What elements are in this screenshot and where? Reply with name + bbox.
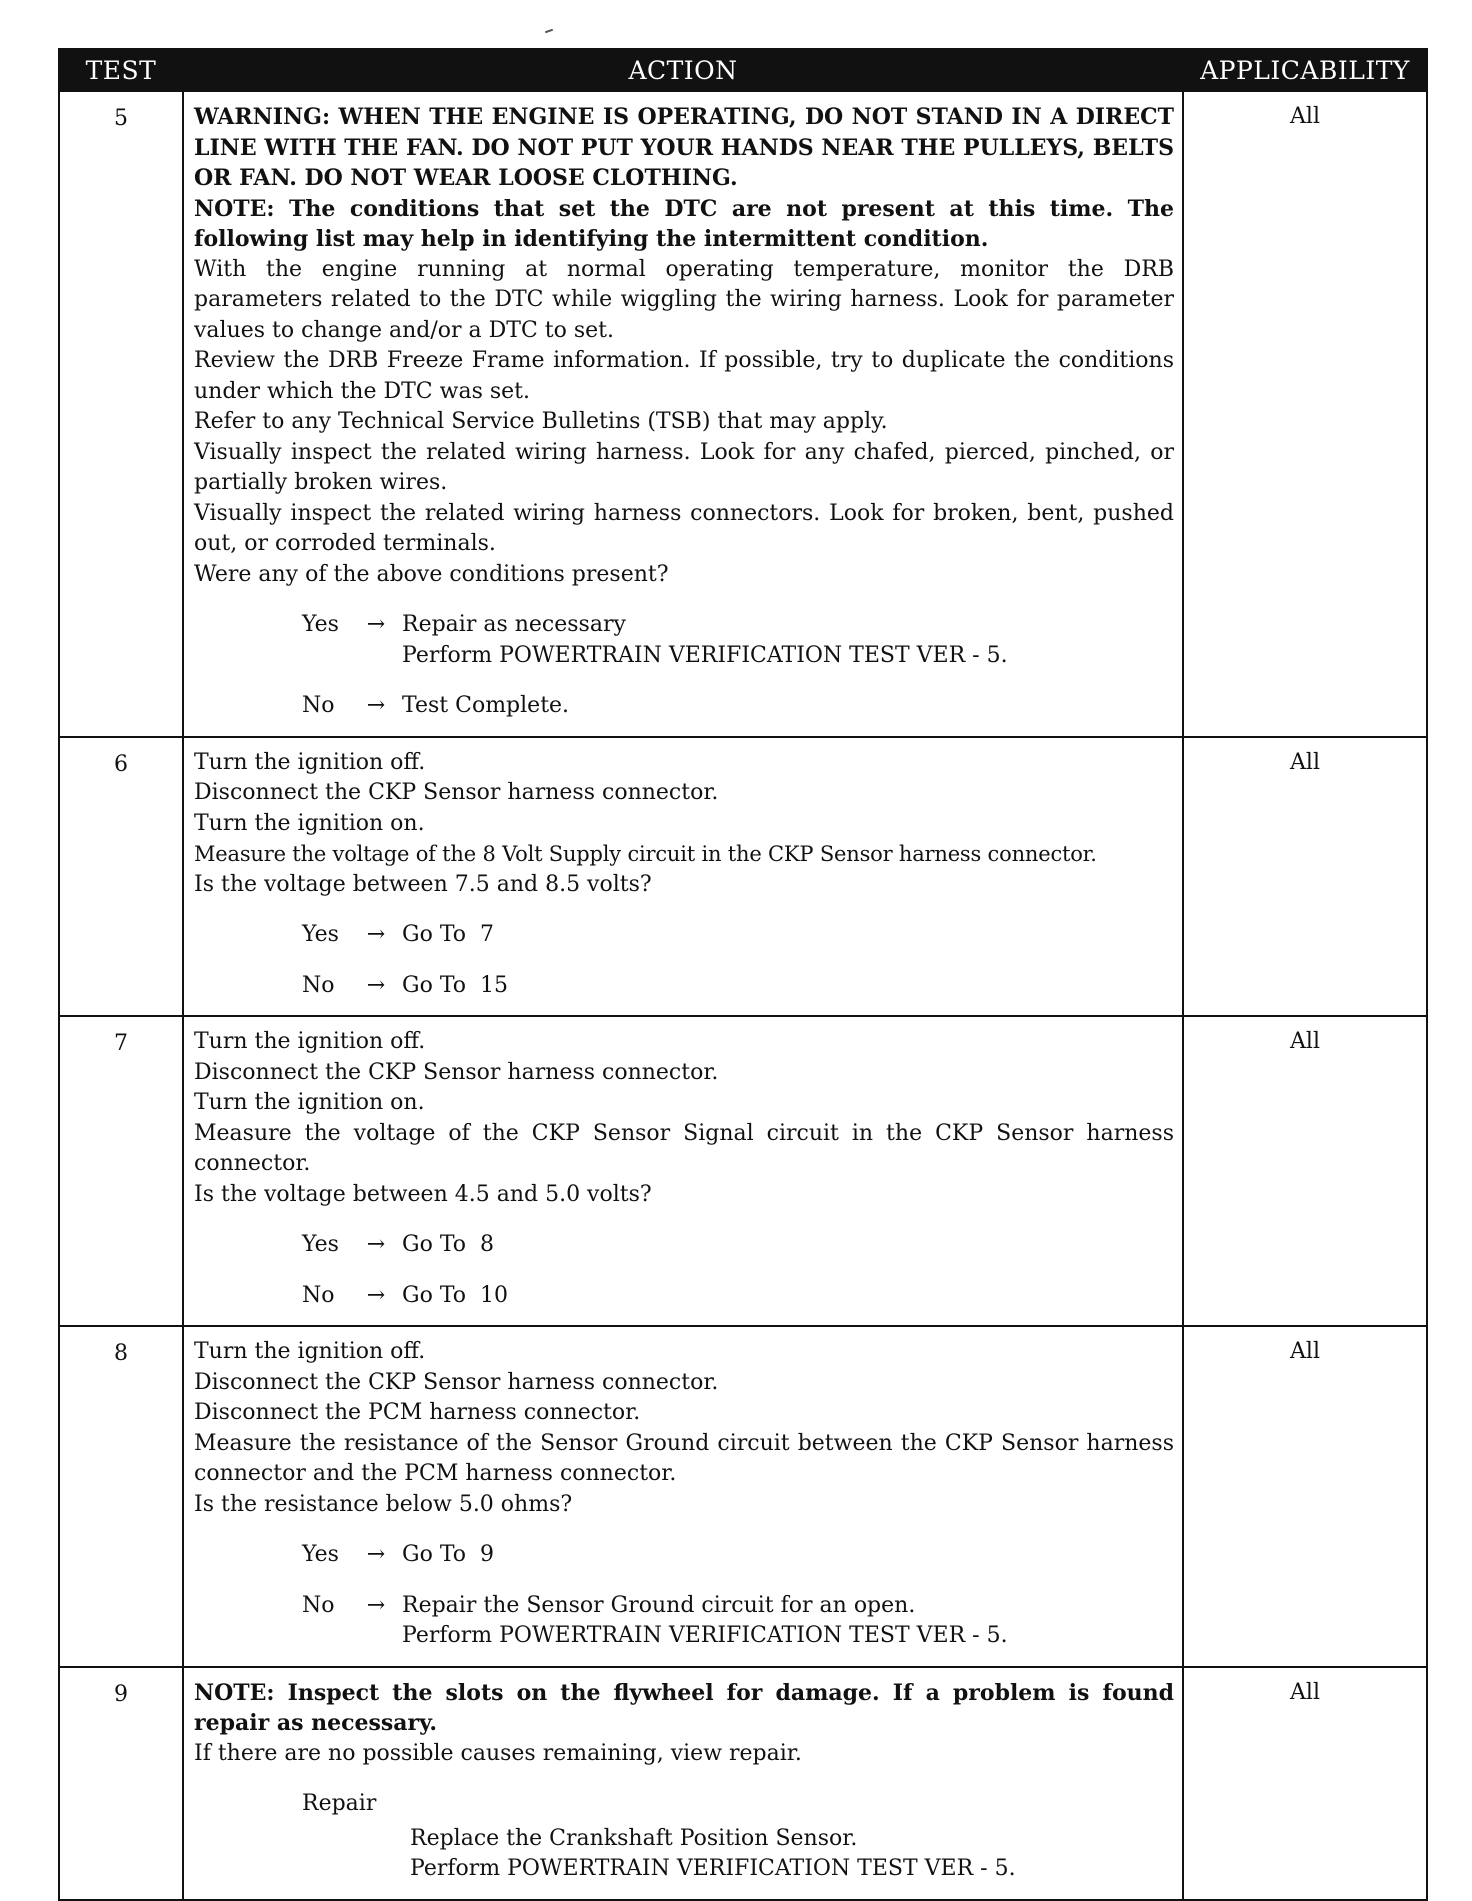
arrow-icon: → <box>366 1232 386 1257</box>
response-no <box>302 691 1174 722</box>
table-row <box>59 91 1427 737</box>
table-header-row <box>59 49 1427 91</box>
step-text: Review the DRB Freeze Frame information. If possible, try to duplicate the conditions under which the DTC was set. <box>194 348 1174 404</box>
arrow-icon: → <box>366 922 386 947</box>
arrow-icon: → <box>366 1542 386 1567</box>
step-text: Refer to any Technical Service Bulletins (TSB) that may apply. <box>194 409 888 434</box>
step-text: Measure the resistance of the Sensor Ground circuit between the CKP Sensor harness connector and the PCM harness connector. <box>194 1430 1174 1486</box>
response-text: Test Complete. <box>402 693 570 718</box>
applicability-cell: All <box>1183 1326 1427 1667</box>
action-cell <box>183 1667 1183 1900</box>
response-text: Perform POWERTRAIN VERIFICATION TEST VER - 5. <box>402 1623 1008 1648</box>
response-text: Go To 10 <box>402 1282 509 1308</box>
response-text: Go To 8 <box>402 1232 495 1257</box>
step-text: Turn the ignition off. <box>194 1029 426 1054</box>
test-number: 7 <box>59 1016 183 1326</box>
applicability-cell: All <box>1183 1016 1427 1326</box>
step-text: Disconnect the PCM harness connector. <box>194 1400 641 1425</box>
test-number: 5 <box>59 91 183 737</box>
note-text: NOTE: Inspect the slots on the flywheel for damage. If a problem is found repair as necessary. <box>194 1679 1174 1736</box>
response-label: No <box>302 693 335 718</box>
step-text: Turn the ignition off. <box>194 1339 426 1364</box>
step-text: Disconnect the CKP Sensor harness connector. <box>194 1059 719 1085</box>
response-no <box>302 1591 1174 1652</box>
repair-text: Perform POWERTRAIN VERIFICATION TEST VER - 5. <box>410 1856 1016 1881</box>
test-number: 6 <box>59 737 183 1017</box>
question-text: Is the voltage between 4.5 and 5.0 volts? <box>194 1181 652 1207</box>
response-text: Repair as necessary <box>402 612 626 637</box>
step-text: Visually inspect the related wiring harness connectors. Look for broken, bent, pushed out, or corroded terminals. <box>194 500 1174 556</box>
response-no <box>302 1281 1174 1312</box>
response-text: Perform POWERTRAIN VERIFICATION TEST VER - 5. <box>402 642 1008 668</box>
response-label: No <box>302 972 335 998</box>
response-label: No <box>302 1592 335 1618</box>
table-row <box>59 1016 1427 1326</box>
step-text: Visually inspect the related wiring harness. Look for any chafed, pierced, pinched, or partially broken wires. <box>194 439 1174 495</box>
response-text: Repair the Sensor Ground circuit for an open. <box>402 1592 916 1618</box>
response-label: Yes <box>302 922 339 947</box>
arrow-icon: → <box>366 972 386 998</box>
header-action: ACTION <box>183 49 1183 91</box>
diagnostic-test-table <box>58 48 1428 1901</box>
action-cell <box>183 1326 1183 1667</box>
response-text: Go To 9 <box>402 1542 495 1567</box>
step-text: Turn the ignition off. <box>194 749 426 775</box>
applicability-cell: All <box>1183 91 1427 737</box>
applicability-cell: All <box>1183 1667 1427 1900</box>
arrow-icon: → <box>366 1282 386 1308</box>
applicability-cell: All <box>1183 737 1427 1017</box>
arrow-icon: → <box>366 612 386 637</box>
note-text: NOTE: The conditions that set the DTC are not present at this time. The following list may help in identifying the intermittent condition. <box>194 195 1174 252</box>
question-text: Is the voltage between 7.5 and 8.5 volts? <box>194 871 652 897</box>
action-cell <box>183 91 1183 737</box>
step-text: Turn the ignition on. <box>194 1090 425 1115</box>
response-label: No <box>302 1282 335 1308</box>
action-cell <box>183 737 1183 1017</box>
table-row <box>59 737 1427 1017</box>
response-text: Go To 15 <box>402 972 509 998</box>
response-label: Yes <box>302 1542 339 1567</box>
arrow-icon: → <box>366 693 386 718</box>
test-number: 8 <box>59 1326 183 1667</box>
step-text: With the engine running at normal operating temperature, monitor the DRB parameters related to the DTC while wiggling the wiring harness. Look for parameter values to change and/or a DTC to set. <box>194 256 1174 343</box>
scan-mark <box>545 29 553 34</box>
step-text: Disconnect the CKP Sensor harness connector. <box>194 780 719 805</box>
response-label: Yes <box>302 612 339 637</box>
table-row <box>59 1667 1427 1900</box>
header-test: TEST <box>59 49 183 91</box>
test-number: 9 <box>59 1667 183 1900</box>
repair-text: Replace the Crankshaft Position Sensor. <box>410 1825 858 1851</box>
response-yes <box>302 1540 1174 1571</box>
action-cell <box>183 1016 1183 1326</box>
diagnostic-table-page <box>58 48 1426 1901</box>
step-text: Measure the voltage of the CKP Sensor Signal circuit in the CKP Sensor harness connector. <box>194 1120 1174 1176</box>
header-applicability: APPLICABILITY <box>1183 49 1427 91</box>
response-yes <box>302 610 1174 671</box>
question-text: Is the resistance below 5.0 ohms? <box>194 1491 573 1517</box>
step-text: If there are no possible causes remaining, view repair. <box>194 1740 802 1766</box>
response-text: Go To 7 <box>402 922 495 947</box>
repair-steps <box>410 1824 1174 1885</box>
table-row <box>59 1326 1427 1667</box>
response-yes <box>302 920 1174 951</box>
warning-text: WARNING: WHEN THE ENGINE IS OPERATING, DO NOT STAND IN A DIRECT LINE WITH THE FAN. DO NOT PUT YOUR HANDS NEAR THE PULLEYS, BELTS OR FAN. DO NOT WEAR LOOSE CLOTHING. <box>194 104 1174 191</box>
response-no <box>302 971 1174 1002</box>
repair-label: Repair <box>302 1791 377 1816</box>
step-text: Turn the ignition on. <box>194 810 425 836</box>
response-label: Yes <box>302 1232 339 1257</box>
step-text: Measure the voltage of the 8 Volt Supply circuit in the CKP Sensor harness connector. <box>194 842 1097 866</box>
step-text: Disconnect the CKP Sensor harness connector. <box>194 1369 719 1395</box>
question-text: Were any of the above conditions present? <box>194 561 669 587</box>
arrow-icon: → <box>366 1592 386 1618</box>
response-yes <box>302 1230 1174 1261</box>
